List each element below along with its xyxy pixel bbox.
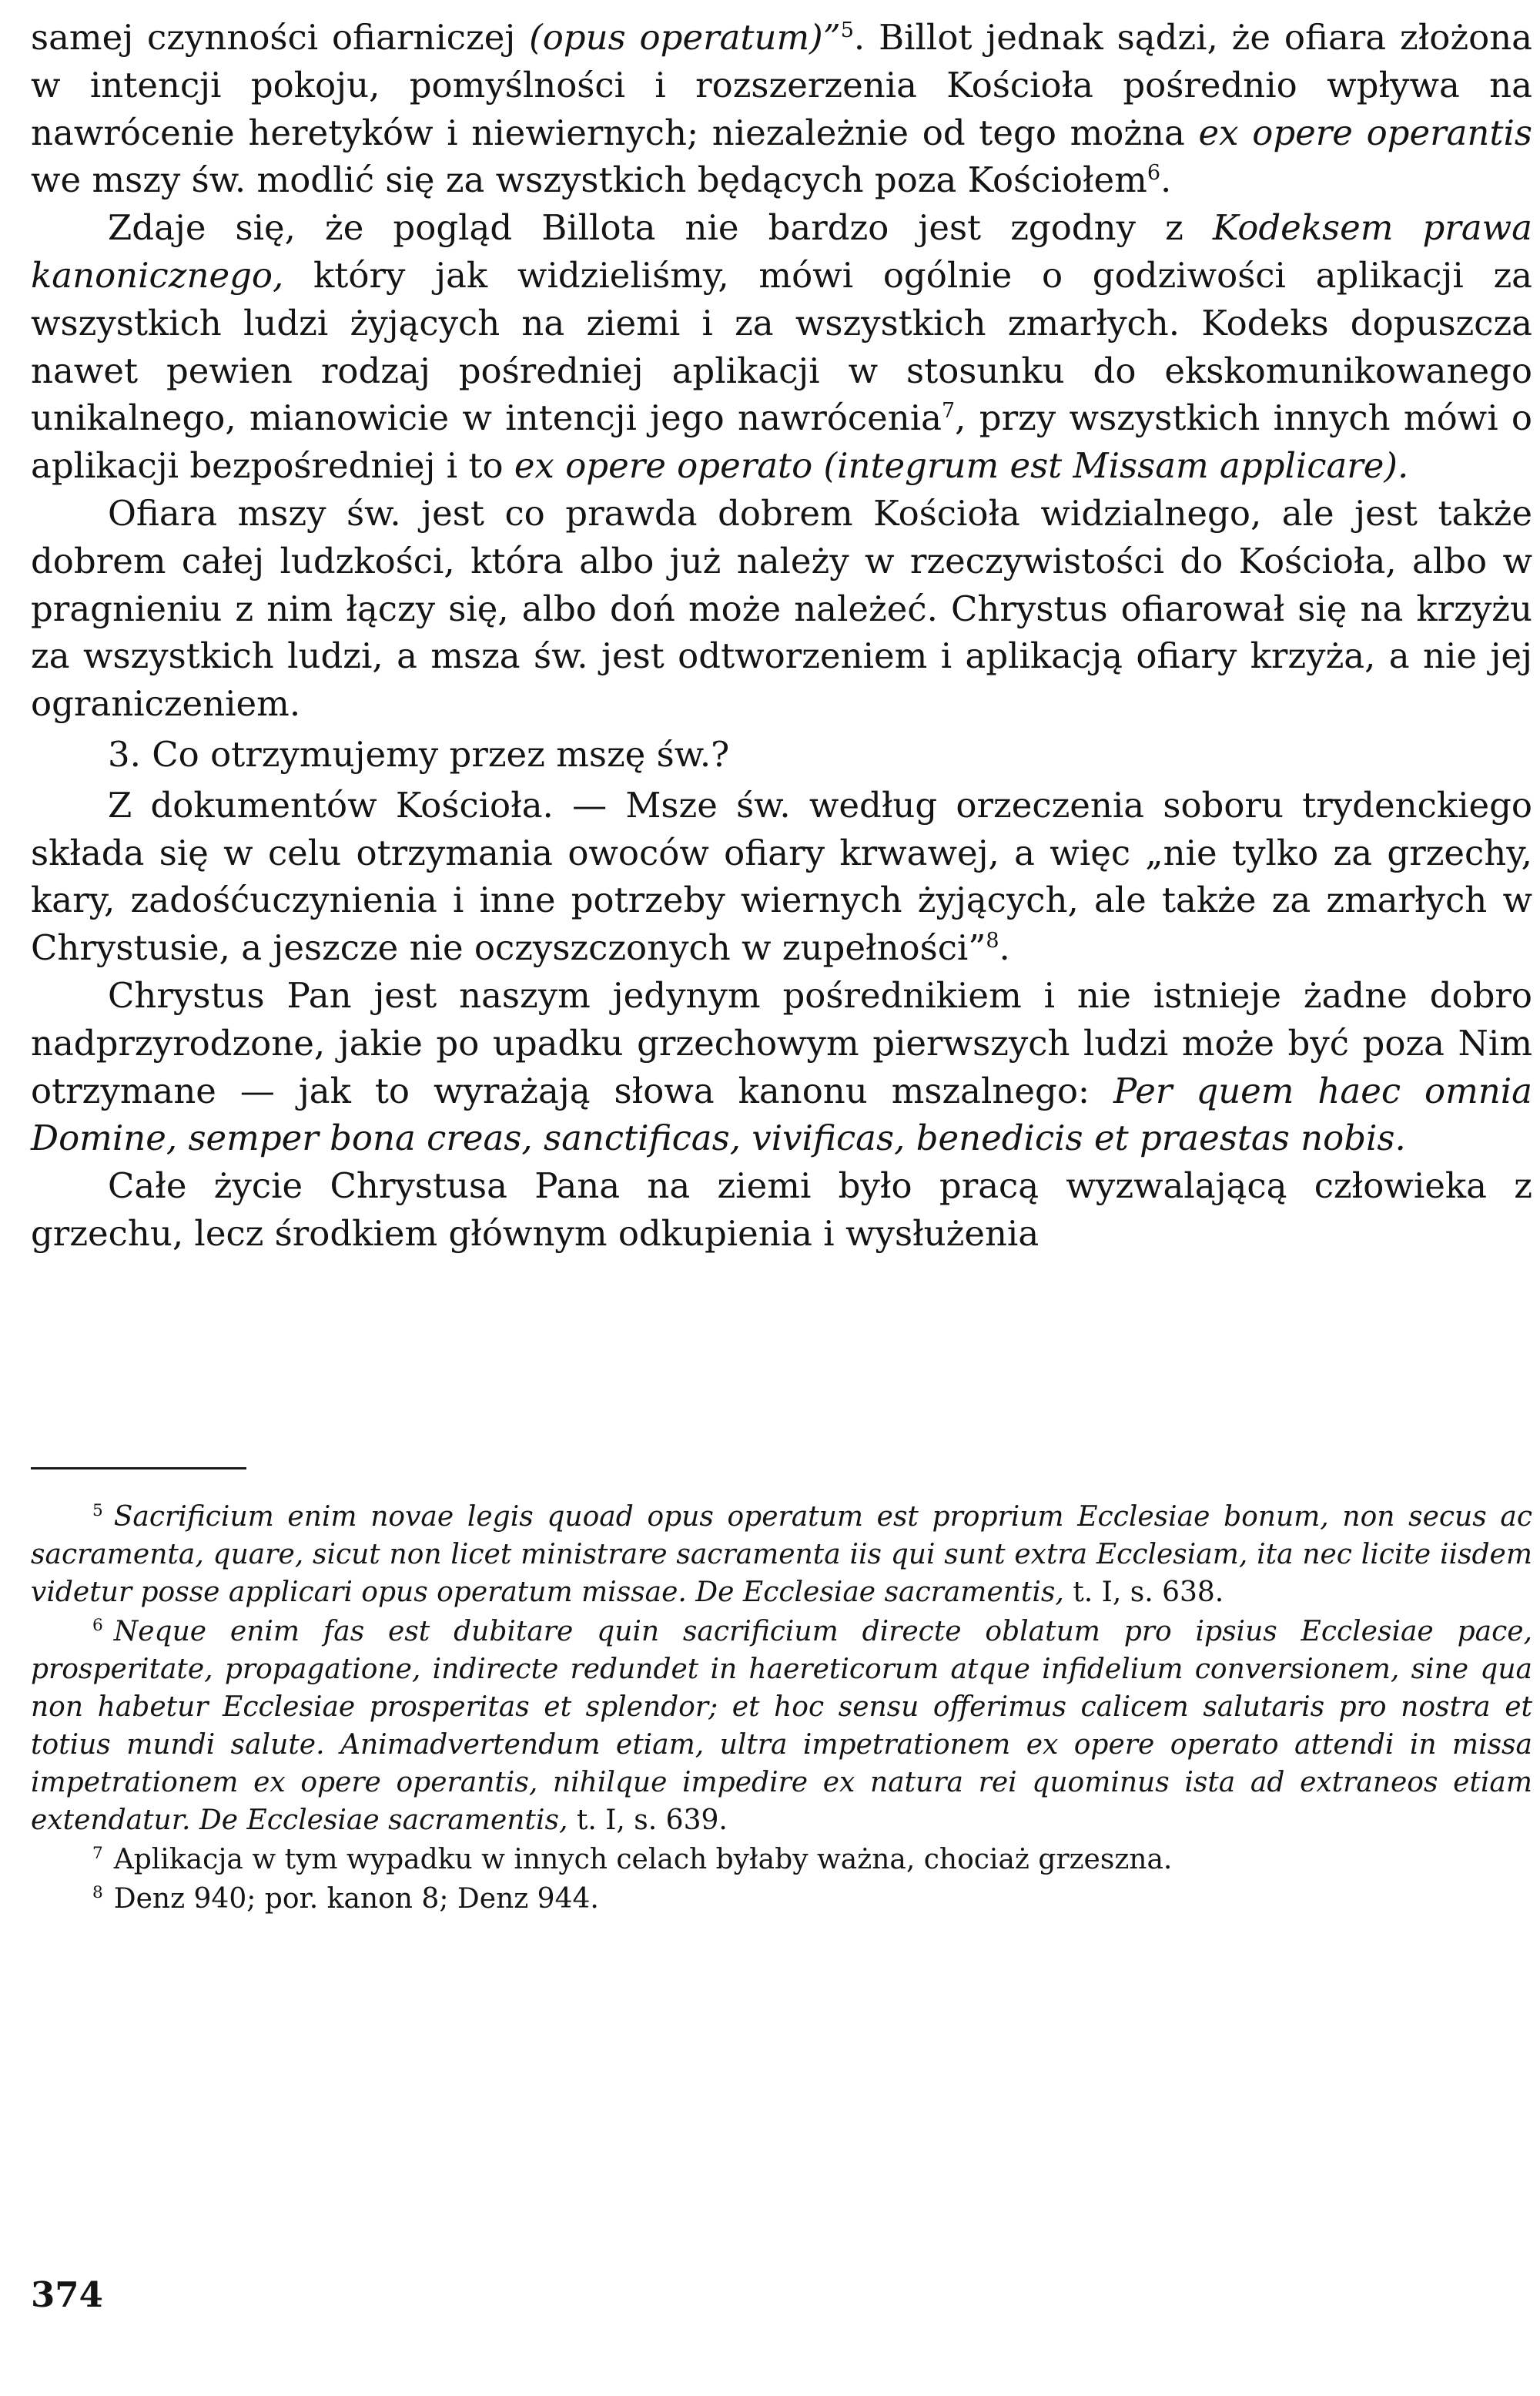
- footnote-8: [31, 1880, 1532, 1918]
- footnote-text: Denz 940; por. kanon 8; Denz 944.: [113, 1883, 599, 1915]
- paragraph-2: [31, 204, 1532, 490]
- section-heading: 3. Co otrzymujemy przez mszę św.?: [108, 733, 730, 775]
- footnote-6: [31, 1613, 1532, 1839]
- footnote-ref: 8: [986, 929, 999, 953]
- text-run-italic: Per quem haec omnia Domine, semper bona creas, sanctificas, vivificas, benedicis et praestas nobis.: [31, 1070, 1532, 1159]
- footnote-number: 5: [92, 1501, 103, 1520]
- text-run-italic: Kodeksem prawa kanonicznego,: [31, 207, 1532, 296]
- footnote-text: t. I, s. 638.: [1063, 1577, 1224, 1608]
- paragraph-6: Całe życie Chrystusa Pana na ziemi było pracą wyzwalającą człowieka z grzechu, lecz środkiem głównym odkupienia i wysłużenia: [31, 1165, 1532, 1254]
- text-run-italic: ex opere operato (integrum est Missam applicare).: [514, 445, 1409, 487]
- text-run: we mszy św. modlić się za wszystkich będących poza Kościołem: [31, 159, 1147, 201]
- main-text: [31, 14, 1532, 1258]
- footnote-text-italic: Sacrificium enim novae legis quoad opus operatum est proprium Ecclesiae bonum, non secus ac sacramenta, quare, sicut non licet ministrare sacramenta iis qui sunt extra Ecclesiam, ita nec licite iisdem videtur posse applicari opus operatum missae. De Ecclesiae sacramentis,: [31, 1501, 1532, 1608]
- text-run: , przy wszystkich innych mówi o aplikacji bezpośredniej i to: [31, 397, 1533, 487]
- text-run: . Billot jednak sądzi, że ofiara złożona w intencji pokoju, pomyślności i rozszerzenia Kościoła pośrednio wpływa na nawrócenie heretyków i niewiernych; niezależnie od tego można: [31, 17, 1532, 153]
- paragraph-3: Ofiara mszy św. jest co prawda dobrem Kościoła widzialnego, ale jest także dobrem całej ludzkości, która albo już należy w rzeczywistości do Kościoła, albo w pragnieniu z nim łączy się, albo doń może należeć. Chrystus ofiarował się na krzyżu za wszystkich ludzi, a msza św. jest odtworzeniem i aplikacją ofiary krzyża, a nie jej ograniczeniem.: [31, 492, 1532, 725]
- footnote-number: 8: [92, 1883, 103, 1902]
- footnote-text: Aplikacja w tym wypadku w innych celach byłaby ważna, chociaż grzeszna.: [113, 1844, 1173, 1875]
- footnote-7: [31, 1841, 1532, 1878]
- footnote-text-italic: Neque enim fas est dubitare quin sacrificium directe oblatum pro ipsius Ecclesiae pace, prosperitate, propagatione, indirecte redundet in haereticorum atque infidelium conversionem, sine qua non habetur Ecclesiae prosperitas et splendor; et hoc sensu offerimus calicem salutaris pro nostra et totius mundi salute. Animadvertendum etiam, ultra impetrationem ex opere operato attendi in missa impetrationem ex opere operantis, nihilque impedire ex natura rei quominus ista ad extraneos etiam extendatur. De Ecclesiae sacramentis,: [31, 1616, 1532, 1836]
- paragraph-4: [31, 782, 1532, 972]
- footnotes: [31, 1498, 1532, 1919]
- page-number: 374: [31, 2274, 103, 2315]
- text-run: Zdaje się, że pogląd Billota nie bardzo jest zgodny z: [108, 207, 1213, 249]
- paragraph-5: [31, 972, 1532, 1162]
- footnote-divider: [31, 1467, 246, 1469]
- text-run: Z dokumentów Kościoła. — Msze św. według orzeczenia soboru trydenckiego składa się w celu otrzymania owoców ofiary krwawej, a więc „nie tylko za grzechy, kary, zadośćuczynienia i inne potrzeby wiernych żyjących, ale także za zmarłych w Chrystusie, a jeszcze nie oczyszczonych w zupełności”: [31, 784, 1532, 969]
- footnote-ref: 5: [840, 18, 854, 42]
- text-run: .: [999, 927, 1010, 969]
- text-run: który jak widzieliśmy, mówi ogólnie o godziwości aplikacji za wszystkich ludzi żyjących na ziemi i za wszystkich zmarłych. Kodeks dopuszcza nawet pewien rodzaj pośredniej aplikacji w stosunku do ekskomunikowanego unikalnego, mianowicie w intencji jego nawrócenia: [31, 254, 1532, 439]
- footnote-text: t. I, s. 639.: [567, 1805, 728, 1836]
- text-run: samej czynności ofiarniczej: [31, 17, 530, 58]
- text-run: .: [1160, 159, 1172, 201]
- footnote-ref: 7: [941, 399, 956, 424]
- paragraph-1: [31, 14, 1532, 204]
- footnote-5: [31, 1498, 1532, 1611]
- footnote-ref: 6: [1147, 161, 1161, 186]
- text-run-italic: ex opere operantis: [1198, 112, 1532, 153]
- text-run: Chrystus Pan jest naszym jedynym pośrednikiem i nie istnieje żadne dobro nadprzyrodzone, jakie po upadku grzechowym pierwszych ludzi może być poza Nim otrzymane — jak to wyrażają słowa kanonu mszalnego:: [31, 974, 1532, 1111]
- text-run-italic: (opus operatum)”: [529, 17, 841, 58]
- footnote-number: 6: [92, 1616, 103, 1635]
- footnote-number: 7: [92, 1844, 103, 1863]
